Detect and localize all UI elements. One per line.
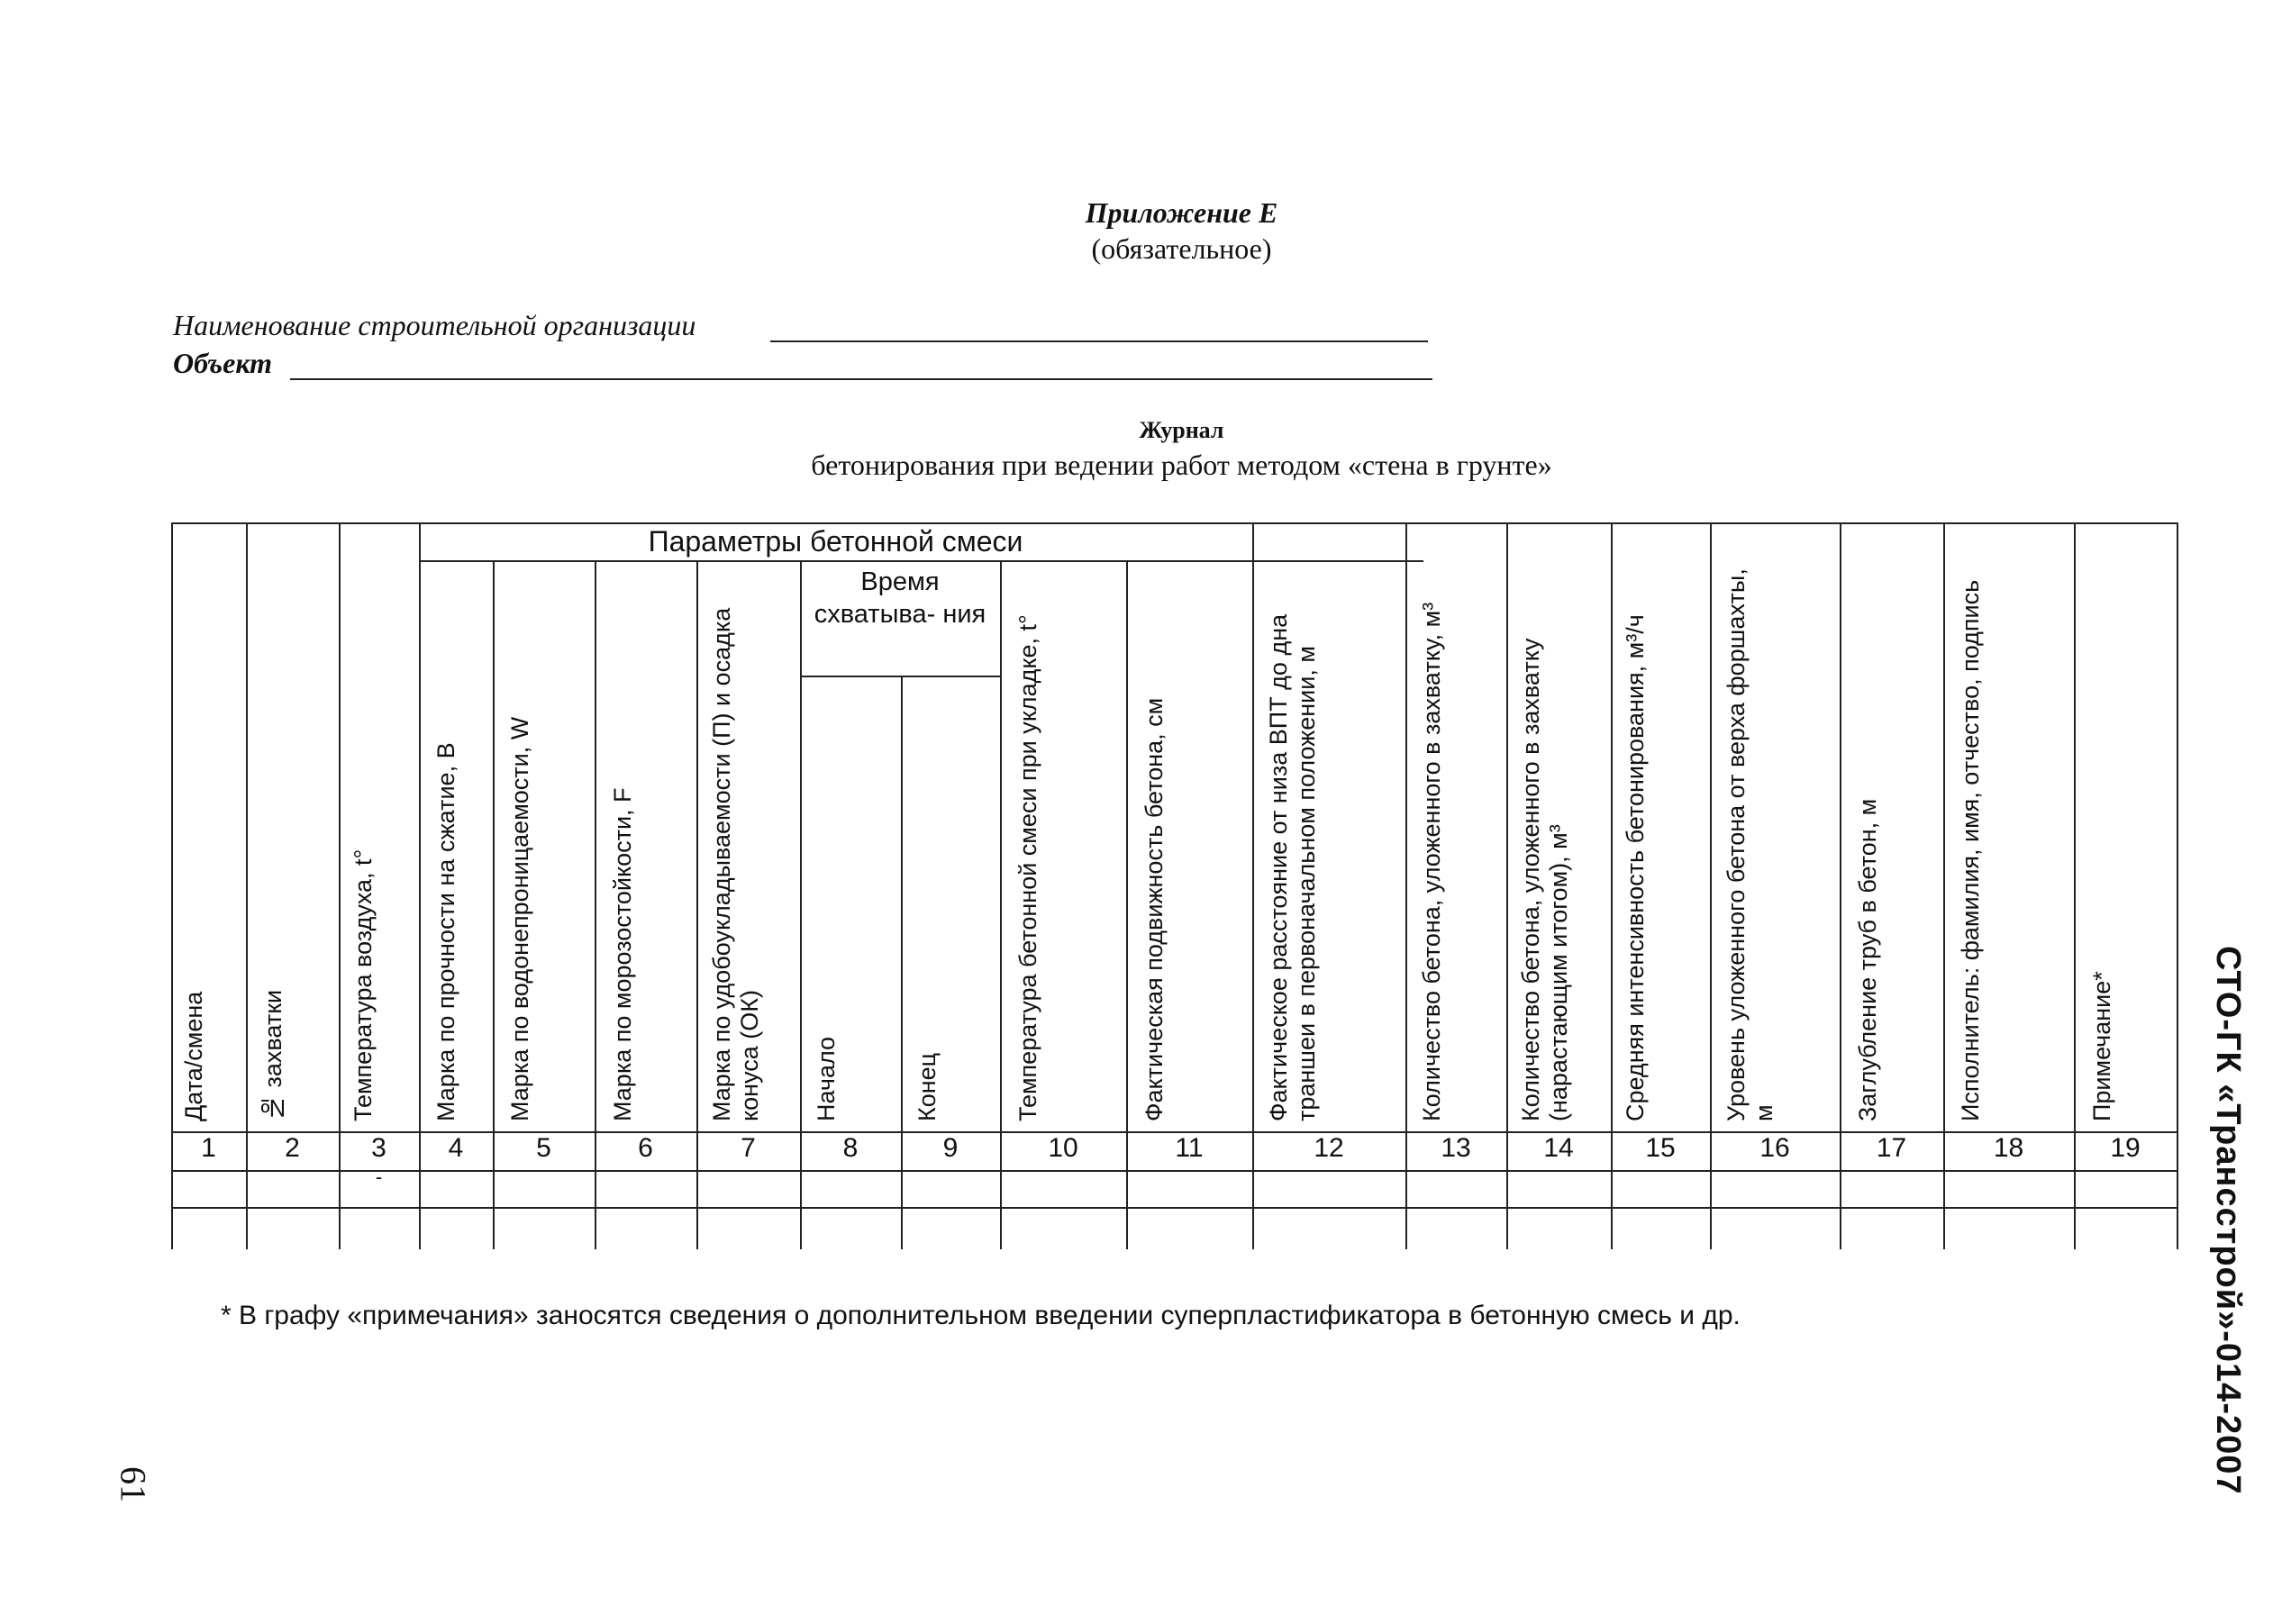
column-number: 11 [1175,1133,1204,1163]
journal-subtitle: бетонирования при ведении работ методом «стена в грунте» [811,449,1552,481]
column-number: 17 [1876,1133,1907,1163]
footnote: * В графу «примечания» заносятся сведения о дополнительном введении суперпластификатора в бетонную смесь и др. [221,1301,1741,1330]
column-header-water-resistance-grade: Марка по водонепроницаемости, W [506,716,533,1121]
organization-label: Наименование строительной организации [173,309,696,341]
column-header-pipe-embedment: Заглубление труб в бетон, м [1854,798,1881,1121]
column-header-air-temperature: Температура воздуха, t° [350,848,377,1121]
column-header-section-number: № захватки [259,989,286,1121]
column-header-tremie-distance: Фактическое расстояние от низа ВПТ до дна траншеи в первоначальном положении, м [1265,613,1321,1121]
column-header-date-shift: Дата/смена [180,991,207,1121]
column-header-strength-grade: Марка по прочности на сжатие, B [432,742,459,1121]
column-header-concrete-level: Уровень уложенного бетона от верха форшахты, м [1723,568,1778,1121]
column-number: 9 [942,1133,959,1163]
column-number: 1 [201,1133,216,1163]
concrete-mix-parameters-header: Параметры бетонной смеси [648,525,1023,558]
column-header-note: Примечание* [2088,971,2115,1121]
concreting-journal-table [171,522,2178,1249]
object-label: Объект [173,347,273,379]
column-header-frost-resistance-grade: Марка по морозостойкости, F [609,787,636,1121]
column-header-setting-start: Начало [813,1036,840,1121]
column-number: 4 [448,1133,464,1163]
column-number: 15 [1645,1133,1676,1163]
column-number: 18 [1993,1133,2024,1163]
appendix-title: Приложение Е [1085,196,1278,229]
column-number: 10 [1048,1133,1078,1163]
table-row-empty[interactable] [171,1208,2177,1249]
column-header-concrete-volume: Количество бетона, уложенного в захватку, м³ [1418,602,1445,1121]
column-number: 2 [285,1133,300,1163]
column-number: 19 [2110,1133,2141,1163]
column-number: 5 [536,1133,551,1163]
object-field[interactable] [290,378,1432,380]
column-number: 8 [842,1133,859,1163]
column-header-actual-mobility: Фактическая подвижность бетона, см [1141,697,1168,1121]
document-code-stamp: СТО-ГК «Трансстрой»-014-2007 [2209,946,2247,1495]
column-header-mix-temperature: Температура бетонной смеси при укладке, t° [1014,614,1041,1121]
column-number: 13 [1441,1133,1471,1163]
organization-field[interactable] [770,340,1428,342]
column-header-average-intensity: Средняя интенсивность бетонирования, м³/ч [1622,614,1649,1121]
column-number: 6 [638,1133,653,1163]
column-number: 14 [1543,1133,1574,1163]
setting-time-header: Время схватыва- ния [814,567,986,629]
column-number: 16 [1759,1133,1790,1163]
column-number: 12 [1314,1133,1344,1163]
column-number: 3 [371,1133,386,1163]
column-header-concrete-volume-cumulative: Количество бетона, уложенного в захватку (нарастающим итогом), м³ [1517,638,1573,1121]
page-number: 61 [113,1466,154,1502]
table-row-empty[interactable] [171,1171,2177,1206]
column-number: 7 [741,1133,756,1163]
column-header-executor: Исполнитель: фамилия, имя, отчество, подпись [1957,579,1984,1121]
cell-mark: - [375,1166,383,1188]
journal-title: Журнал [1139,417,1224,443]
column-header-setting-end: Конец [914,1052,941,1121]
appendix-note: (обязательное) [1091,232,1272,265]
column-header-workability-grade: Марка по удобоукладываемости (П) и осадка конуса (ОК) [708,607,764,1121]
